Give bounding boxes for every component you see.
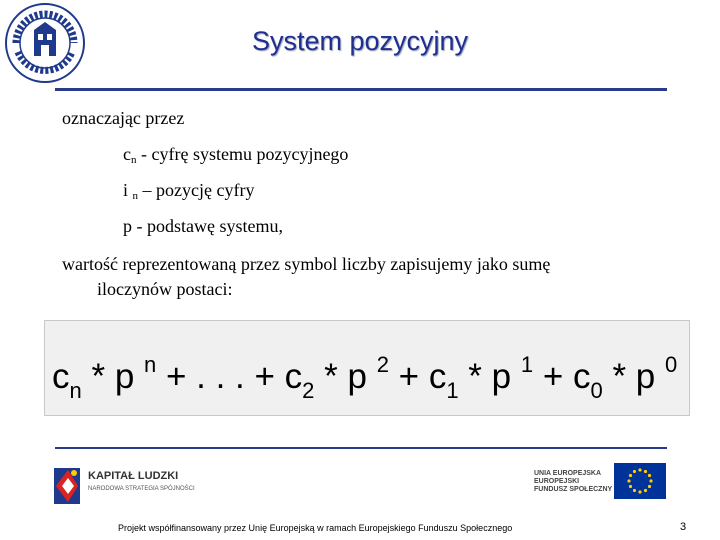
- definition-digit: $c_n$ - cyfrę systemu pozycyjnego: [123, 144, 349, 166]
- university-logo: [4, 2, 86, 84]
- positional-formula: $c_n$ * p $^n$ + . . . + $c_2$ * p $^2 + c_1 * p$ $^1 + c_0 * p$ $^0$: [52, 352, 678, 403]
- footer-text: Projekt współfinansowany przez Unię Europejską w ramach Europejskiego Funduszu Społecznego: [118, 523, 513, 533]
- definition-base: p - podstawę systemu,: [123, 216, 283, 236]
- page-number: 3: [680, 521, 687, 533]
- intro-text: oznaczając przez: [62, 108, 185, 128]
- eu-flag-icon: [614, 463, 666, 499]
- footer-divider: [55, 447, 667, 449]
- title-divider: [55, 88, 667, 91]
- definition-position: i $_n$ – pozycję cyfry: [123, 180, 255, 202]
- kapital-ludzki-title: KAPITAŁ LUDZKI: [88, 470, 179, 482]
- kapital-ludzki-subtitle: NARODOWA STRATEGIA SPÓJNOŚCI: [88, 486, 195, 492]
- eu-label: UNIA EUROPEJSKA EUROPEJSKI FUNDUSZ SPOŁECZNY: [534, 470, 613, 493]
- slide-title: System pozycyjny: [251, 26, 469, 56]
- explanation-paragraph: wartość reprezentowaną przez symbol liczby zapisujemy jako sumę iloczynów postaci:: [62, 254, 551, 299]
- kapital-ludzki-logo: [50, 460, 200, 508]
